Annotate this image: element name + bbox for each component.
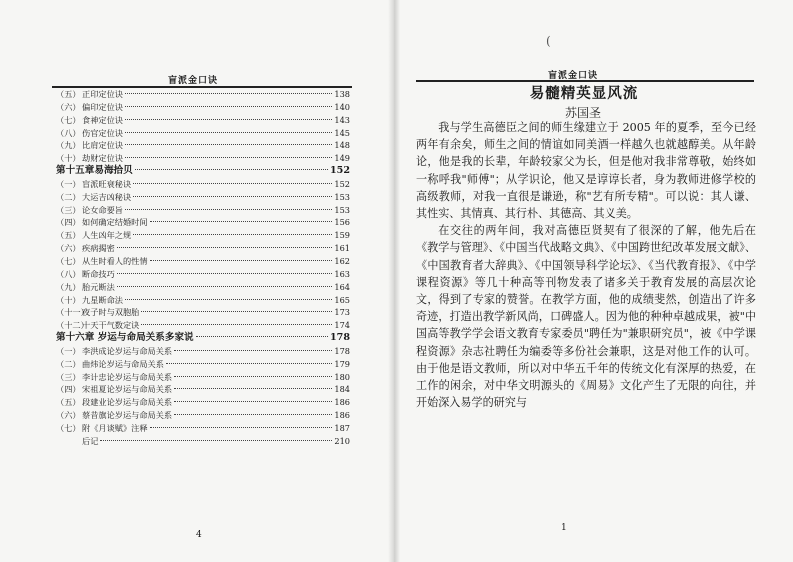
toc-row (56, 294, 350, 307)
toc-leader-dots (150, 260, 333, 261)
toc-row (56, 281, 350, 294)
toc-row (56, 435, 350, 448)
toc-entry-number: （十二） (56, 320, 89, 331)
toc-entry-title: 人生凶年之规 (82, 230, 132, 241)
toc-entry-page: 165 (334, 294, 350, 305)
toc-row (56, 422, 350, 435)
toc-entry-number: （五） (56, 397, 81, 408)
toc-entry-title: 宋祖夏论岁运与命局关系 (82, 384, 173, 395)
toc-entry-number: （二） (56, 358, 81, 369)
toc-leader-dots (125, 93, 332, 94)
toc-entry-title: 劫财定位诀 (82, 153, 123, 164)
toc-entry-title: 大运吉凶秘诀 (82, 191, 132, 202)
toc-leader-dots (133, 234, 332, 235)
toc-leader-dots (125, 106, 332, 107)
toc-row (56, 383, 350, 396)
toc-entry-page: 140 (334, 101, 350, 112)
toc-entry-number: （四） (56, 384, 81, 395)
toc-leader-dots (125, 132, 332, 133)
toc-entry-page: 149 (334, 153, 350, 164)
toc-entry-page: 162 (334, 255, 350, 266)
toc-leader-dots (150, 427, 333, 428)
toc-entry-title: 后记 (82, 435, 99, 446)
toc-entry-title: 第十五章易海拾贝 (56, 165, 133, 177)
toc-row (56, 216, 350, 229)
article-body (416, 119, 756, 411)
left-running-title: 盲派金口诀 (168, 76, 219, 86)
toc-leader-dots (117, 247, 333, 248)
toc-entry-title: 从生时看人的性情 (82, 255, 148, 266)
toc-entry-number: （三） (56, 204, 81, 215)
toc-leader-dots (100, 440, 332, 441)
toc-entry-page: 180 (334, 371, 350, 382)
toc-leader-dots (133, 196, 332, 197)
toc-row (56, 139, 350, 152)
toc-leader-dots (196, 336, 328, 337)
toc-leader-dots (117, 273, 333, 274)
toc-entry-number: （八） (56, 268, 81, 279)
left-page-number: 4 (196, 530, 202, 540)
toc-row (56, 191, 350, 204)
toc-entry-title: 正印定位诀 (82, 89, 123, 99)
toc-entry-title: 食神定位诀 (82, 114, 123, 125)
toc-entry-number: （七） (56, 422, 81, 433)
toc-leader-dots (125, 209, 332, 210)
toc-leader-dots (125, 144, 332, 145)
toc-entry-title: 疾病揭密 (82, 243, 115, 254)
toc-entry-number: （十） (56, 294, 81, 305)
toc-row (56, 242, 350, 255)
toc-row (56, 396, 350, 409)
toc-entry-number: （六） (56, 410, 81, 421)
toc-entry-page: 152 (329, 165, 350, 177)
toc-row (56, 127, 350, 140)
toc-chapter-row (56, 332, 350, 345)
right-running-title: 盲派金口诀 (548, 71, 599, 81)
toc-entry-title: 曲炜论岁运与命局关系 (82, 358, 164, 369)
toc-row (56, 306, 350, 319)
toc-entry-page: 174 (334, 320, 350, 331)
right-page (398, 0, 793, 562)
margin-mark: ( (546, 34, 551, 48)
toc-entry-number: （六） (56, 243, 81, 254)
toc-row (56, 178, 350, 191)
toc-row (56, 101, 350, 114)
toc-entry-page: 145 (334, 127, 350, 138)
toc-entry-page: 186 (334, 397, 350, 408)
toc-leader-dots (125, 119, 332, 120)
toc-entry-title: 李洪成论岁运与命局关系 (82, 345, 173, 356)
toc-row (56, 319, 350, 332)
toc-entry-number: （七） (56, 255, 81, 266)
toc-leader-dots (150, 221, 333, 222)
toc-leader-dots (125, 157, 332, 158)
toc-leader-dots (174, 401, 332, 402)
toc-entry-number: （六） (56, 101, 81, 112)
toc-row (56, 345, 350, 358)
toc-row (56, 114, 350, 127)
toc-entry-title: 伤官定位诀 (82, 127, 123, 138)
toc-row (56, 268, 350, 281)
toc-leader-dots (125, 299, 332, 300)
toc-entry-title: 蔡昔旗论岁运与命局关系 (82, 410, 173, 421)
toc-entry-title: 比肩定位诀 (82, 140, 123, 151)
toc-entry-page: 186 (334, 410, 350, 421)
article-title: 易髓精英显风流 (529, 85, 639, 102)
toc-entry-title: 断命技巧 (82, 268, 115, 279)
article-paragraph: 在交往的两年间，我对高德臣贤契有了很深的了解，他先后在《教学与管理》、《中国当代战略文典》、《中国跨世纪改革发展文献》、《中国教育者大辞典》、《中国领导科学论坛》、《当代教育报》、《中学课程资源》等几十种高等刊物发表了诸多关于教育发展的高层次论文，得到了专家的赞誉。在教学方面，他的成绩斐然，创造出了许多奇迹，打造出教学新风尚，口碑盛人。因为他的种种卓越成果，被"中国高等教学学会语文教育专家委员"聘任为"兼职研究员"，被《中学课程资源》杂志社聘任为编委等多份社会兼职，这是对他工作的认可。由于他是语文教师，所以对中华五千年的传统文化有深厚的热爱，在工作的闲余，对中华文明源头的《周易》文化产生了无限的向往，并开始深入易学的研究与 (416, 224, 756, 410)
toc-chapter-row (56, 165, 350, 178)
toc-entry-number: （十） (56, 153, 81, 164)
toc-entry-number: （一） (56, 345, 81, 356)
toc-entry-title: 李计忠论岁运与命局关系 (82, 371, 173, 382)
toc-entry-page: 184 (334, 384, 350, 395)
toc-entry-number: （七） (56, 114, 81, 125)
toc-entry-page: 210 (334, 435, 350, 446)
toc-entry-page: 148 (334, 140, 350, 151)
article-author: 苏国圣 (564, 106, 601, 120)
right-page-number: 1 (561, 523, 567, 533)
toc-row (56, 204, 350, 217)
toc-entry-title: 论女命要旨 (82, 204, 123, 215)
toc-entry-number: （一） (56, 178, 81, 189)
toc-entry-page: 152 (334, 178, 350, 189)
left-page (0, 0, 390, 562)
toc-entry-title: 偏印定位诀 (82, 101, 123, 112)
toc-entry-page: 153 (334, 191, 350, 202)
toc-entry-page: 173 (334, 307, 350, 318)
toc-row (56, 409, 350, 422)
toc-row (56, 371, 350, 384)
toc-entry-number: （五） (56, 230, 81, 241)
toc-entry-title: 附《月谈赋》注释 (82, 422, 148, 433)
toc-entry-page: 143 (334, 114, 350, 125)
toc-leader-dots (141, 311, 332, 312)
table-of-contents (56, 88, 350, 448)
toc-entry-page: 164 (334, 281, 350, 292)
toc-leader-dots (135, 169, 328, 170)
toc-entry-page: 153 (334, 204, 350, 215)
toc-leader-dots (166, 363, 332, 364)
toc-entry-page: 179 (334, 358, 350, 369)
toc-entry-title: 十天干气数定诀 (82, 320, 140, 331)
toc-row (56, 255, 350, 268)
toc-entry-number: （四） (56, 217, 81, 228)
toc-leader-dots (133, 183, 332, 184)
toc-leader-dots (174, 376, 332, 377)
toc-entry-title: 胎元断法 (82, 281, 115, 292)
toc-leader-dots (174, 414, 332, 415)
toc-entry-title: 夜子时与双胞胎 (82, 307, 140, 318)
toc-entry-number: （八） (56, 127, 81, 138)
toc-leader-dots (174, 350, 332, 351)
toc-entry-page: 159 (334, 230, 350, 241)
toc-leader-dots (117, 286, 333, 287)
toc-entry-number: （九） (56, 140, 81, 151)
toc-entry-title: 第十六章 岁运与命局关系多家说 (56, 332, 194, 344)
toc-row (56, 152, 350, 165)
toc-entry-page: 161 (334, 243, 350, 254)
toc-entry-number: （三） (56, 371, 81, 382)
article-paragraph: 我与学生高德臣之间的师生缘建立于 2005 年的夏季，至今已经两年有余矣，师生之间的情谊如同美酒一样越久也就越醇美。从年龄论，他是我的长辈，年龄较家父为长，但是他对我非常尊敬，始终如一称呼我"师傅"；从学识论，他又是谆谆长者，身为教师进修学校的高级教师，对我一直很是谦逊，称"艺有所专精"。可以说：其人谦、其性实、其情真、其行朴、其德高、其义美。 (416, 121, 756, 221)
toc-entry-number: （九） (56, 281, 81, 292)
toc-leader-dots (141, 324, 332, 325)
toc-entry-number: （五） (56, 89, 81, 99)
toc-row (56, 358, 350, 371)
toc-entry-number: （二） (56, 191, 81, 202)
toc-entry-page: 187 (334, 422, 350, 433)
toc-entry-title: 九星断命法 (82, 294, 123, 305)
toc-entry-page: 138 (334, 89, 350, 99)
toc-entry-number: （十一） (56, 307, 89, 318)
toc-entry-title: 如何确定结婚时间 (82, 217, 148, 228)
toc-entry-page: 156 (334, 217, 350, 228)
toc-leader-dots (174, 388, 332, 389)
toc-entry-page: 163 (334, 268, 350, 279)
toc-entry-page: 178 (329, 332, 350, 344)
toc-entry-title: 盲派旺衰秘诀 (82, 178, 132, 189)
toc-row (56, 229, 350, 242)
toc-entry-title: 段建业论岁运与命局关系 (82, 397, 173, 408)
toc-row (56, 88, 350, 101)
toc-entry-page: 178 (334, 345, 350, 356)
